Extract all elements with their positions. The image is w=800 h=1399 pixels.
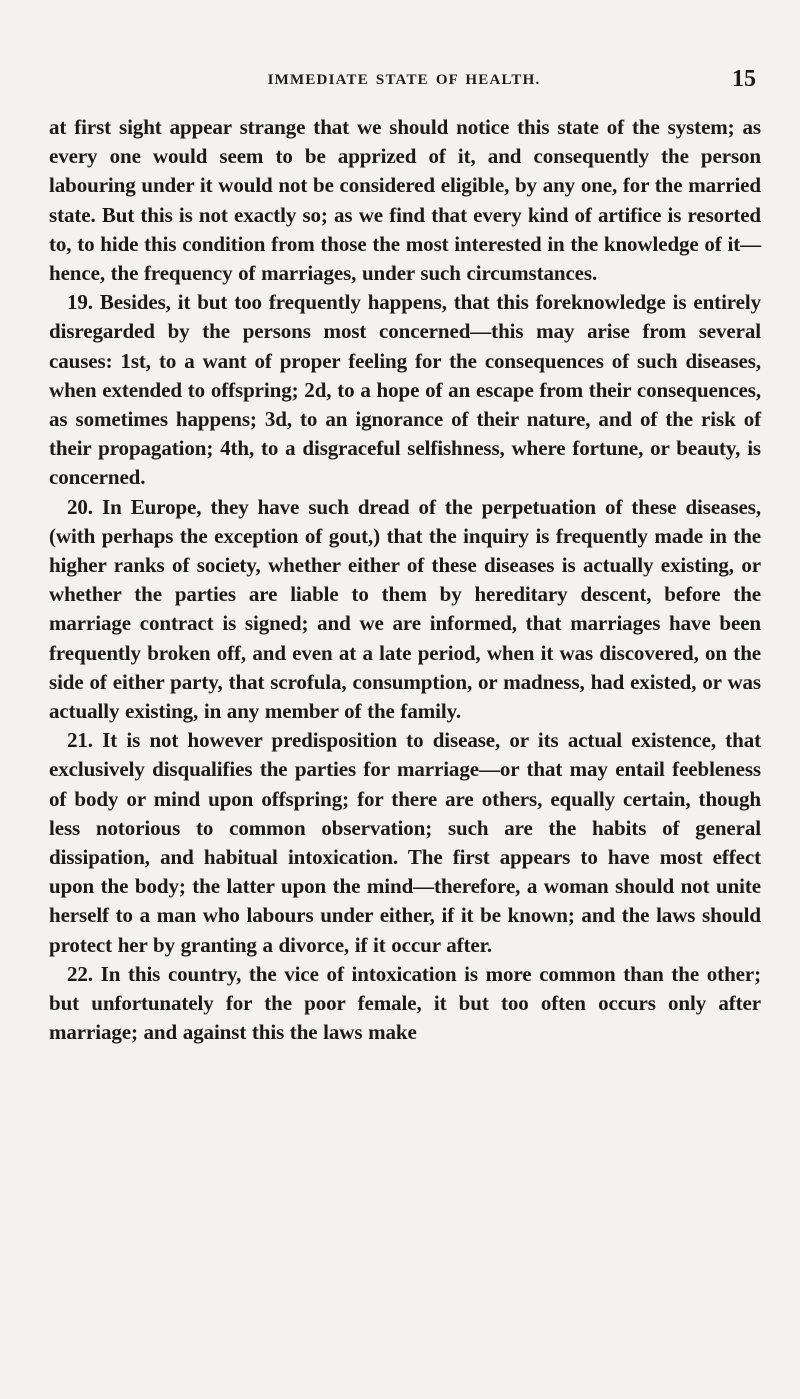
paragraph-number: 19. bbox=[67, 290, 93, 315]
paragraph-20 bbox=[49, 493, 761, 727]
running-head bbox=[48, 66, 760, 96]
paragraph-text: In this country, the vice of intoxication is more common than the other; but unfortunately for the poor female, it but too often occurs only after marriage; and against this the laws make bbox=[49, 961, 761, 1045]
paragraph-number: 21. bbox=[67, 728, 93, 753]
paragraph-text: Besides, it but too frequently happens, that this foreknowledge is entirely disregarded by the persons most concerned—this may arise from several causes: 1st, to a want of proper feeling for the consequences of such diseases, when extended to offspring; 2d, to a hope of an escape from their consequences, as sometimes happens; 3d, to an ignorance of their nature, and of the risk of their propagation; 4th, to a disgraceful selfishness, where fortune, or beauty, is concerned. bbox=[49, 290, 762, 490]
paragraph-text: at first sight appear strange that we should notice this state of the system; as every one would seem to be apprized of it, and consequently the person labouring under it would not be considered eligible, by any one, for the married state. But this is not exactly so; as we find that every kind of artifice is resorted to, to hide this condition from those the most interested in the knowledge of it—hence, the frequency of marriages, under such circumstances. bbox=[49, 115, 761, 286]
body-text bbox=[49, 113, 761, 1048]
paragraph-number: 22. bbox=[67, 961, 93, 986]
paragraph-number: 20. bbox=[67, 494, 93, 519]
paragraph-text: It is not however predisposition to disease, or its actual existence, that exclusively disqualifies the parties for marriage—or that may entail feebleness of body or mind upon offspring; for there are others, equally certain, though less notorious to common observation; such are the habits of general dissipation, and habitual intoxication. The first appears to have most effect upon the body; the latter upon the mind—therefore, a woman should not unite herself to a man who labours under either, if it be known; and the laws should protect her by granting a divorce, if it occur after. bbox=[49, 728, 761, 957]
page-number: 15 bbox=[732, 66, 756, 92]
paragraph-continued bbox=[49, 113, 761, 288]
paragraph-22 bbox=[49, 960, 761, 1048]
paragraph-text: In Europe, they have such dread of the perpetuation of these diseases, (with perhaps the exception of gout,) that the inquiry is frequently made in the higher ranks of society, whether either of these diseases is actually existing, or whether the parties are liable to them by hereditary descent, before the marriage contract is signed; and we are informed, that marriages have been frequently broken off, and even at a late period, when it was discovered, on the side of either party, that scrofula, consumption, or madness, had existed, or was actually existing, in any member of the family. bbox=[49, 494, 761, 724]
paragraph-19 bbox=[49, 288, 761, 492]
paragraph-21 bbox=[49, 726, 761, 960]
running-title: IMMEDIATE STATE OF HEALTH. bbox=[267, 72, 541, 88]
